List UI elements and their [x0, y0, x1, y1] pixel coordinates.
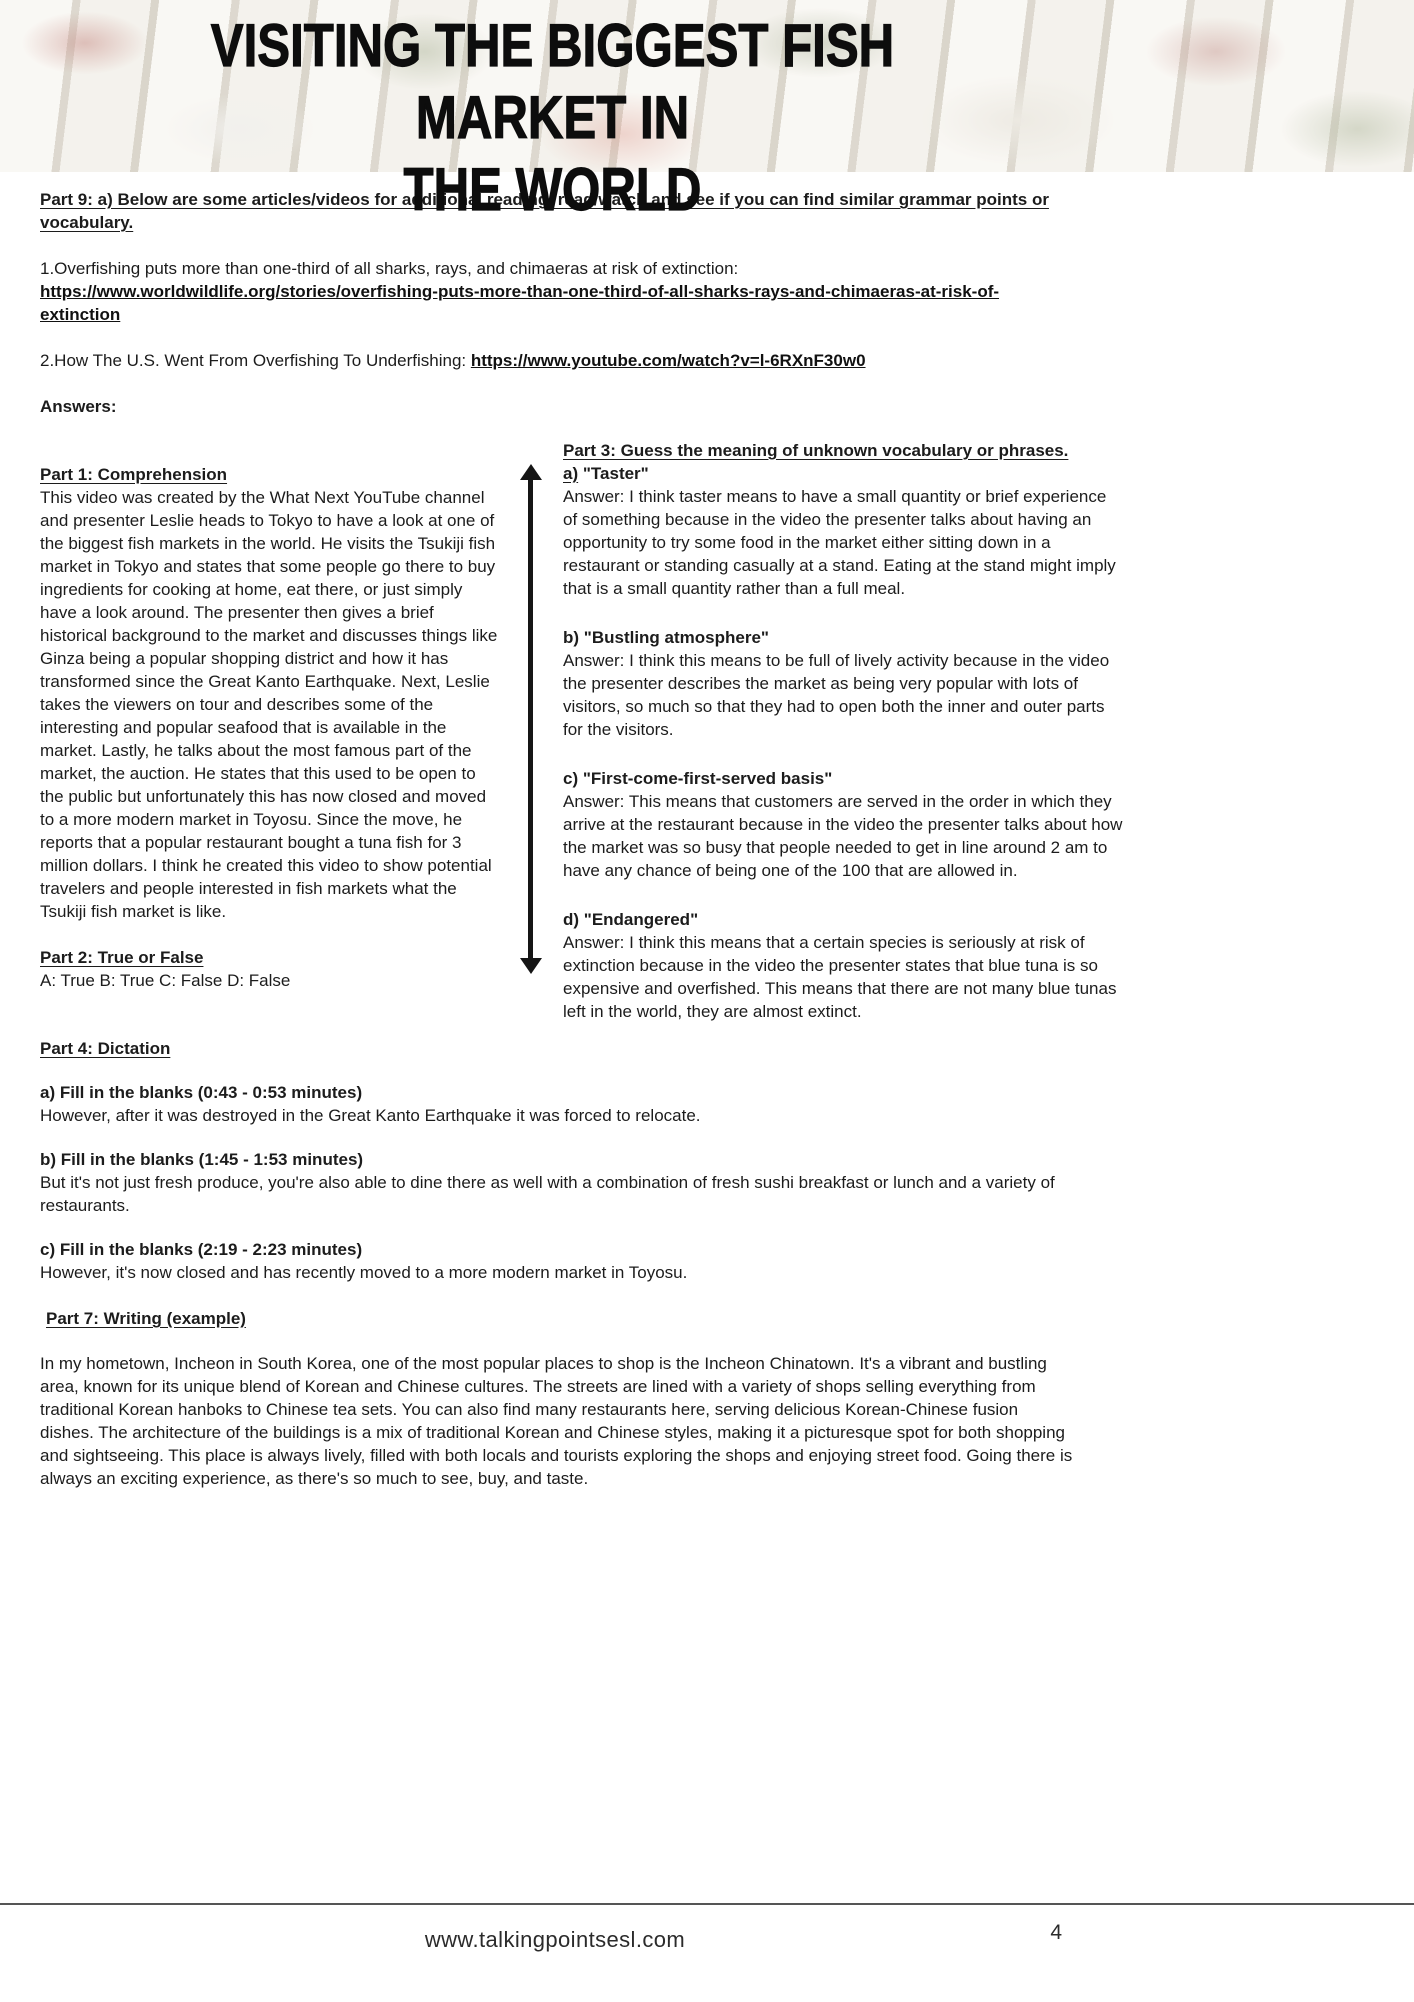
page-title	[99, 0, 1005, 226]
answers-label: Answers:	[40, 397, 117, 416]
worldwildlife-link[interactable]: https://www.worldwildlife.org/stories/overfishing-puts-more-than-one-third-of-all-sharks-rays-and-chimaeras-at-risk-of-extinction	[40, 282, 1000, 324]
part3-item-b-answer: Answer: I think this means to be full of lively activity because in the video the presenter describes the market as being very popular with lots of visitors, so much so that they had to open both the inner and outer parts for the visitors.	[563, 651, 1110, 739]
answers-column-right	[563, 439, 1125, 1023]
part3-item-b-label: b) "Bustling atmosphere"	[563, 628, 769, 647]
divider-arrow-up-icon	[520, 464, 542, 480]
website-text: www.talkingpointsesl.com	[424, 1927, 686, 1952]
part9-item1	[40, 257, 1075, 326]
part3-item-b	[563, 626, 1125, 741]
part4-item-c-text: However, it's now closed and has recently moved to a more modern market in Toyosu.	[40, 1263, 688, 1282]
page-title-line1: VISITING THE BIGGEST FISH MARKET IN	[210, 12, 895, 151]
part4-item-a-label: a) Fill in the blanks (0:43 - 0:53 minutes)	[40, 1083, 363, 1102]
part3-item-c-label: c) "First-come-first-served basis"	[563, 769, 833, 788]
part4-item-c-label: c) Fill in the blanks (2:19 - 2:23 minutes)	[40, 1240, 363, 1259]
part3-item-d	[563, 908, 1125, 1023]
part9-item1-text: 1.Overfishing puts more than one-third of all sharks, rays, and chimaeras at risk of extinction:	[40, 259, 739, 278]
part9-item2	[40, 349, 1075, 372]
page-title-line2: THE WORLD	[403, 156, 702, 223]
part3-item-a-answer: Answer: I think taster means to have a small quantity or brief experience of something because in the video the presenter talks about having an opportunity to try some food in the market either sitting down in a restaurant or standing casually at a stand. Eating at the stand might imply that is a small quantity rather than a full meal.	[563, 487, 1116, 598]
part1-answer: This video was created by the What Next YouTube channel and presenter Leslie heads to Tokyo to have a look at one of the biggest fish markets in the world. He visits the Tsukiji fish market in Tokyo and states that some people go there to buy ingredients for cooking at home, eat there, or just simply have a look around. The presenter then gives a brief historical background to the market and discusses things like Ginza being a popular shopping district and how it has transformed since the Great Kanto Earthquake. Next, Leslie takes the viewers on tour and describes some of the interesting and popular seafood that is available in the market. Lastly, he talks about the most famous part of the market, the auction. He states that this used to be open to the public but unfortunately this has now closed and moved to a more modern market in Toyosu. Since the move, he reports that a popular restaurant bought a tuna fish for 3 million dollars. I think he created this video to show potential travelers and people interested in fish markets what the Tsukiji fish market is like.	[40, 488, 498, 921]
part2-answer: A: True B: True C: False D: False	[40, 971, 291, 990]
page-number: 4	[1050, 1921, 1062, 1944]
part9-heading: Part 9: a) Below are some articles/videos for additional reading, read/watch and see if you can find similar grammar points or vocabulary.	[40, 190, 1049, 232]
part4-item-a-text: However, after it was destroyed in the Great Kanto Earthquake it was forced to relocate.	[40, 1106, 701, 1125]
part9-item2-text: 2.How The U.S. Went From Overfishing To Underfishing:	[40, 351, 471, 370]
part4-item-b-label: b) Fill in the blanks (1:45 - 1:53 minutes)	[40, 1150, 364, 1169]
part3-heading: Part 3: Guess the meaning of unknown vocabulary or phrases.	[563, 441, 1069, 460]
part7-example: In my hometown, Incheon in South Korea, one of the most popular places to shop is the Incheon Chinatown. It's a vibrant and bustling area, known for its unique blend of Korean and Chinese cultures. The streets are lined with a variety of shops selling everything from traditional Korean hanboks to Chinese tea sets. You can also find many restaurants here, serving delicious Korean-Chinese fusion dishes. The architecture of the buildings is a mix of traditional Korean and Chinese styles, making it a picturesque spot for both shopping and sightseeing. This place is always lively, filled with both locals and tourists exploring the shops and enjoying street food. Going there is always an exciting experience, as there's so much to see, buy, and taste.	[40, 1354, 1073, 1488]
divider-line	[528, 480, 533, 958]
part3-item-d-label: d) "Endangered"	[563, 910, 699, 929]
part3-item-a-label: a) "Taster"	[563, 464, 649, 483]
column-divider	[498, 439, 563, 974]
divider-arrow-down-icon	[520, 958, 542, 974]
part2-heading: Part 2: True or False	[40, 948, 204, 967]
part3-item-a	[563, 462, 1125, 600]
part3-item-c	[563, 767, 1125, 882]
part1-heading: Part 1: Comprehension	[40, 465, 228, 484]
part4-item-b-text: But it's not just fresh produce, you're also able to dine there as well with a combination of fresh sushi breakfast or lunch and a variety of restaurants.	[40, 1173, 1055, 1215]
part4-heading: Part 4: Dictation	[40, 1039, 171, 1058]
worksheet-body	[0, 188, 1165, 1490]
answers-column-left	[40, 463, 498, 992]
youtube-link[interactable]: https://www.youtube.com/watch?v=l-6RXnF30w0	[470, 351, 866, 370]
part3-item-d-answer: Answer: I think this means that a certain species is seriously at risk of extinction because in the video the presenter states that blue tuna is so expensive and overfished. This means that there are not many blue tunas left in the world, they are almost extinct.	[563, 933, 1117, 1021]
answers-columns	[40, 439, 1165, 1023]
part7-heading: Part 7: Writing (example)	[46, 1309, 246, 1328]
page-footer	[0, 1903, 1414, 2002]
part3-item-c-answer: Answer: This means that customers are served in the order in which they arrive at the restaurant because in the video the presenter talks about how the market was so busy that people needed to get in line around 2 am to have any chance of being one of the 100 that are allowed in.	[563, 792, 1123, 880]
